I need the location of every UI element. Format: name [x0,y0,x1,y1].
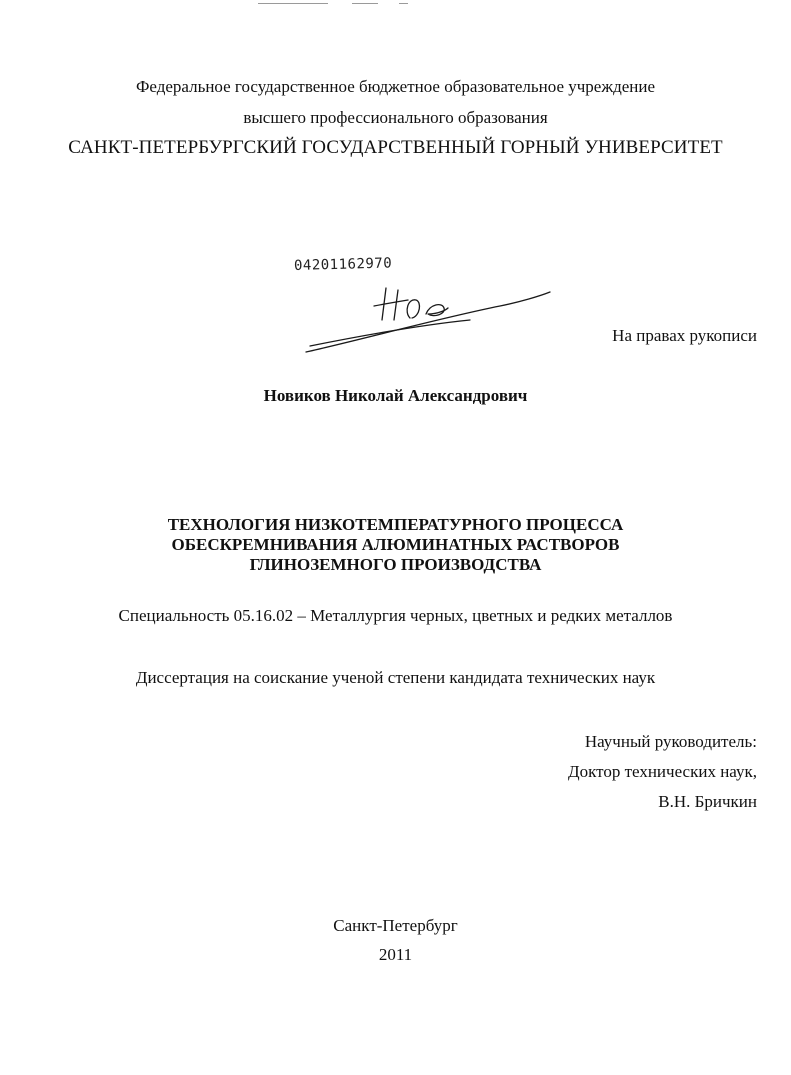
supervisor-name: В.Н. Бричкин [658,792,757,811]
archive-number: 04201162970 [293,255,393,274]
dissertation-statement: Диссертация на соискание ученой степени кандидата технических наук [135,668,656,687]
year: 2011 [378,945,413,964]
signature [300,280,560,360]
manuscript-note: На правах рукописи [612,326,757,345]
scan-mark [352,3,378,4]
title-line-2: ОБЕСКРЕМНИВАНИЯ АЛЮМИНАТНЫХ РАСТВОРОВ [171,535,620,554]
supervisor-degree: Доктор технических наук, [568,762,757,781]
institution-line-2: высшего профессионального образования [243,108,548,127]
author-name: Новиков Николай Александрович [263,386,528,405]
title-line-1: ТЕХНОЛОГИЯ НИЗКОТЕМПЕРАТУРНОГО ПРОЦЕССА [167,515,624,534]
city: Санкт-Петербург [333,916,458,935]
university-name: САНКТ-ПЕТЕРБУРГСКИЙ ГОСУДАРСТВЕННЫЙ ГОРНЫЙ УНИВЕРСИТЕТ [68,137,723,158]
specialty: Специальность 05.16.02 – Металлургия черных, цветных и редких металлов [118,606,673,625]
supervisor-label: Научный руководитель: [584,732,757,751]
scan-mark [258,3,328,4]
scan-mark [399,3,408,4]
institution-line-1: Федеральное государственное бюджетное образовательное учреждение [135,77,656,96]
title-line-3: ГЛИНОЗЕМНОГО ПРОИЗВОДСТВА [249,555,542,574]
